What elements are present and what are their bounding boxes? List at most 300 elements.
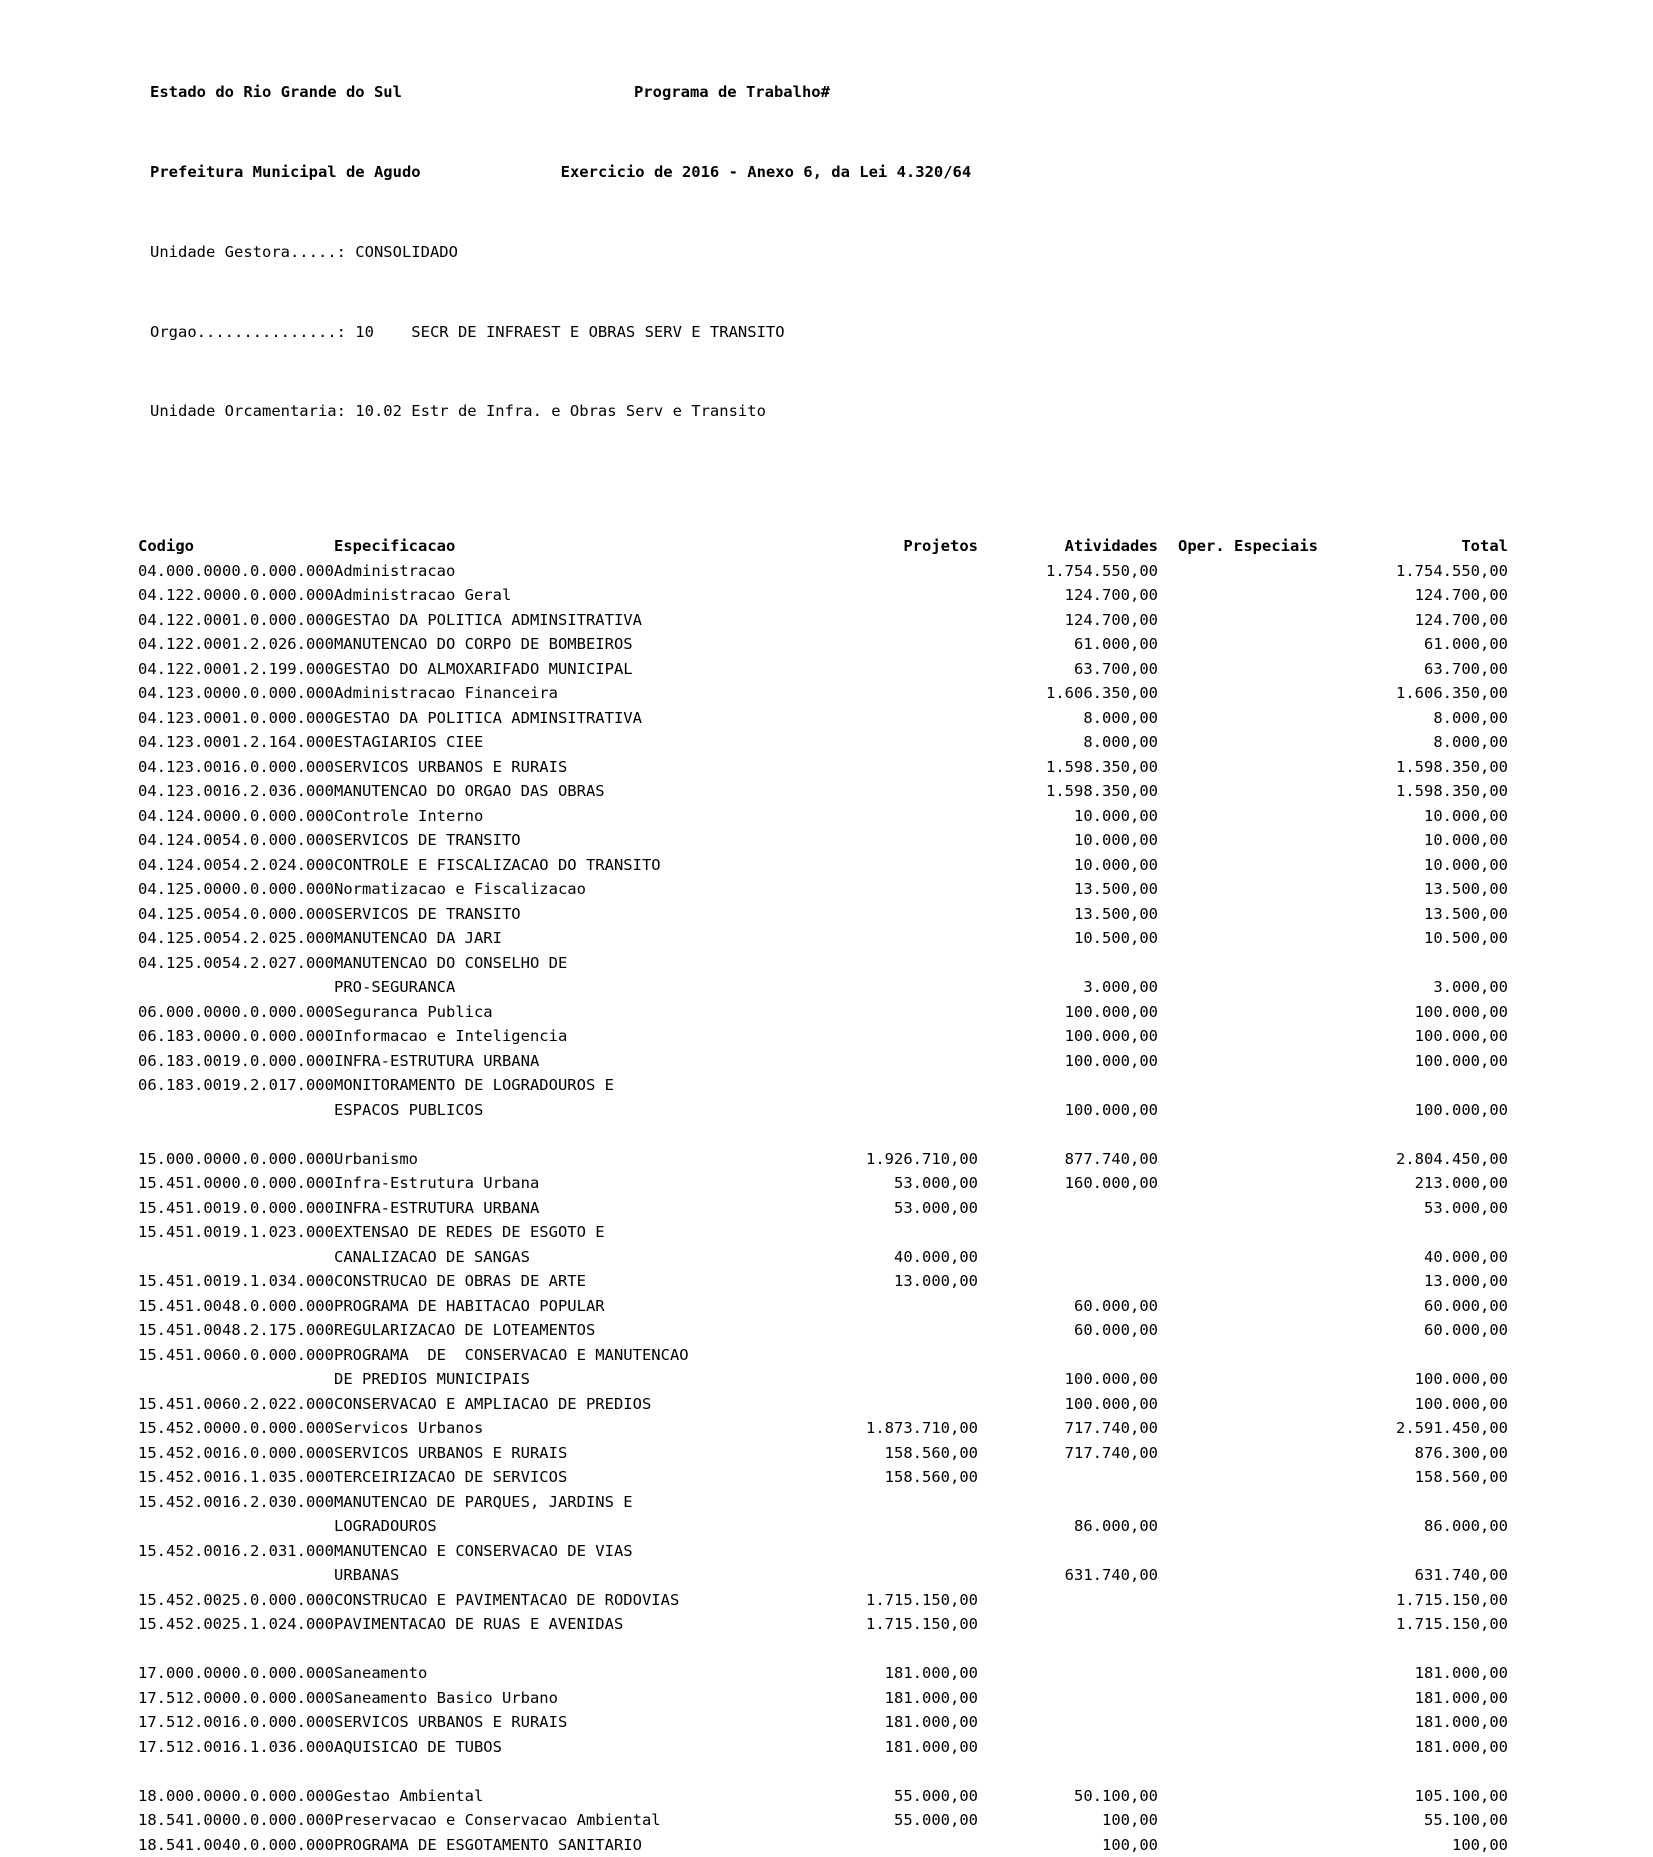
cell-especificacao-continuation: URBANAS xyxy=(334,1566,400,1585)
cell-atividades xyxy=(978,1710,1158,1735)
cell-oper-especiais xyxy=(1158,1539,1318,1564)
table-row xyxy=(138,1220,1508,1245)
table-spacer-cell xyxy=(138,1122,1508,1147)
cell-codigo: 15.451.0019.1.023.000 xyxy=(138,1223,334,1242)
cell-especificacao: Saneamento Basico Urbano xyxy=(334,1688,558,1707)
cell-especificacao: MANUTENCAO E CONSERVACAO DE VIAS xyxy=(334,1541,633,1560)
cell-codigo: 15.451.0000.0.000.000 xyxy=(138,1174,334,1193)
table-row xyxy=(138,681,1508,706)
cell-codigo-continuation xyxy=(138,1367,334,1392)
cell-codigo: 04.000.0000.0.000.000 xyxy=(138,561,334,580)
cell-total: 10.000,00 xyxy=(1424,831,1508,850)
cell-atividades: 100.000,00 xyxy=(1064,1051,1158,1070)
cell-total: 100.000,00 xyxy=(1414,1394,1508,1413)
cell-atividades: 61.000,00 xyxy=(1074,635,1158,654)
table-spacer-cell xyxy=(138,1759,1508,1784)
cell-oper-especiais xyxy=(1158,632,1318,657)
table-row xyxy=(138,1000,1508,1025)
cell-atividades: 10.000,00 xyxy=(1074,855,1158,874)
table-row xyxy=(138,706,1508,731)
cell-projetos xyxy=(734,1220,978,1245)
cell-especificacao: PROGRAMA DE CONSERVACAO E MANUTENCAO xyxy=(334,1345,689,1364)
cell-projetos xyxy=(734,632,978,657)
table-row xyxy=(138,730,1508,755)
table-row xyxy=(138,583,1508,608)
unidade-orcamentaria-line: Unidade Orcamentaria: 10.02 Estr de Infra. e Obras Serv e Transito xyxy=(150,402,766,421)
cell-projetos xyxy=(734,975,978,1000)
table-row xyxy=(138,1833,1508,1857)
cell-atividades: 100.000,00 xyxy=(1064,1100,1158,1119)
cell-codigo: 04.125.0054.2.025.000 xyxy=(138,929,334,948)
table-row xyxy=(138,1073,1508,1098)
cell-total: 181.000,00 xyxy=(1414,1664,1508,1683)
cell-atividades xyxy=(978,1539,1158,1564)
cell-total: 1.715.150,00 xyxy=(1396,1615,1508,1634)
report-header xyxy=(0,26,1653,478)
cell-codigo: 04.124.0054.0.000.000 xyxy=(138,831,334,850)
cell-oper-especiais xyxy=(1158,1024,1318,1049)
unidade-gestora-line: Unidade Gestora.....: CONSOLIDADO xyxy=(150,242,458,261)
cell-codigo: 15.451.0048.0.000.000 xyxy=(138,1296,334,1315)
cell-atividades xyxy=(978,1245,1158,1270)
cell-oper-especiais xyxy=(1158,559,1318,584)
cell-projetos: 1.873.710,00 xyxy=(866,1419,978,1438)
table-row xyxy=(138,1490,1508,1515)
cell-total: 1.598.350,00 xyxy=(1396,757,1508,776)
cell-oper-especiais xyxy=(1158,1196,1318,1221)
table-row xyxy=(138,853,1508,878)
header-title-line-1 xyxy=(150,79,1653,106)
cell-oper-especiais xyxy=(1158,877,1318,902)
cell-oper-especiais xyxy=(1158,1416,1318,1441)
cell-atividades: 10.500,00 xyxy=(1074,929,1158,948)
cell-oper-especiais xyxy=(1158,853,1318,878)
cell-codigo: 15.452.0016.1.035.000 xyxy=(138,1468,334,1487)
cell-oper-especiais xyxy=(1158,1514,1318,1539)
cell-codigo: 15.452.0025.1.024.000 xyxy=(138,1615,334,1634)
cell-projetos xyxy=(734,583,978,608)
cell-projetos: 53.000,00 xyxy=(894,1174,978,1193)
cell-total: 181.000,00 xyxy=(1414,1713,1508,1732)
cell-projetos: 55.000,00 xyxy=(894,1786,978,1805)
cell-especificacao: PROGRAMA DE HABITACAO POPULAR xyxy=(334,1296,605,1315)
cell-total: 100.000,00 xyxy=(1414,1100,1508,1119)
cell-atividades: 50.100,00 xyxy=(1074,1786,1158,1805)
table-row xyxy=(138,902,1508,927)
cell-projetos xyxy=(734,1049,978,1074)
cell-total: 40.000,00 xyxy=(1424,1247,1508,1266)
cell-especificacao: Administracao Geral xyxy=(334,586,512,605)
cell-codigo: 15.452.0025.0.000.000 xyxy=(138,1590,334,1609)
cell-projetos xyxy=(734,1367,978,1392)
cell-codigo: 15.451.0019.1.034.000 xyxy=(138,1272,334,1291)
cell-atividades: 100.000,00 xyxy=(1064,1027,1158,1046)
cell-atividades: 631.740,00 xyxy=(1064,1566,1158,1585)
cell-codigo: 18.541.0000.0.000.000 xyxy=(138,1811,334,1830)
cell-total xyxy=(1318,1490,1508,1515)
cell-especificacao-continuation: ESPACOS PUBLICOS xyxy=(334,1100,484,1119)
cell-atividades: 1.598.350,00 xyxy=(1046,757,1158,776)
cell-atividades xyxy=(978,1661,1158,1686)
cell-especificacao: MANUTENCAO DO CORPO DE BOMBEIROS xyxy=(334,635,633,654)
table-row-continuation xyxy=(138,1367,1508,1392)
cell-oper-especiais xyxy=(1158,779,1318,804)
cell-especificacao: AQUISICAO DE TUBOS xyxy=(334,1737,502,1756)
cell-total: 1.598.350,00 xyxy=(1396,782,1508,801)
cell-especificacao: MANUTENCAO DE PARQUES, JARDINS E xyxy=(334,1492,633,1511)
cell-codigo-continuation xyxy=(138,1563,334,1588)
cell-oper-especiais xyxy=(1158,1073,1318,1098)
cell-especificacao: SERVICOS URBANOS E RURAIS xyxy=(334,1443,568,1462)
cell-codigo: 04.123.0001.0.000.000 xyxy=(138,708,334,727)
cell-atividades: 60.000,00 xyxy=(1074,1321,1158,1340)
cell-atividades: 8.000,00 xyxy=(1083,708,1158,727)
cell-total: 13.000,00 xyxy=(1424,1272,1508,1291)
cell-especificacao: GESTAO DO ALMOXARIFADO MUNICIPAL xyxy=(334,659,633,678)
cell-oper-especiais xyxy=(1158,1833,1318,1857)
cell-atividades: 8.000,00 xyxy=(1083,733,1158,752)
cell-projetos: 53.000,00 xyxy=(894,1198,978,1217)
cell-projetos: 40.000,00 xyxy=(894,1247,978,1266)
cell-oper-especiais xyxy=(1158,804,1318,829)
table-row xyxy=(138,1147,1508,1172)
cell-oper-especiais xyxy=(1158,1588,1318,1613)
cell-projetos xyxy=(734,730,978,755)
cell-total: 100.000,00 xyxy=(1414,1027,1508,1046)
cell-atividades xyxy=(978,1343,1158,1368)
cell-total xyxy=(1318,1343,1508,1368)
cell-especificacao: PROGRAMA DE ESGOTAMENTO SANITARIO xyxy=(334,1835,642,1854)
cell-codigo: 17.512.0000.0.000.000 xyxy=(138,1688,334,1707)
cell-especificacao: Infra-Estrutura Urbana xyxy=(334,1174,540,1193)
cell-total: 86.000,00 xyxy=(1424,1517,1508,1536)
cell-oper-especiais xyxy=(1158,1735,1318,1760)
cell-atividades: 10.000,00 xyxy=(1074,831,1158,850)
cell-oper-especiais xyxy=(1158,1465,1318,1490)
cell-atividades: 13.500,00 xyxy=(1074,880,1158,899)
cell-oper-especiais xyxy=(1158,608,1318,633)
cell-total: 10.000,00 xyxy=(1424,806,1508,825)
table-row-continuation xyxy=(138,1245,1508,1270)
table-spacer-row xyxy=(138,1759,1508,1784)
cell-especificacao: MANUTENCAO DO ORGAO DAS OBRAS xyxy=(334,782,605,801)
header-title-line-2 xyxy=(150,159,1653,186)
cell-total: 60.000,00 xyxy=(1424,1296,1508,1315)
cell-total xyxy=(1318,1539,1508,1564)
cell-atividades: 13.500,00 xyxy=(1074,904,1158,923)
cell-projetos: 13.000,00 xyxy=(894,1272,978,1291)
table-row xyxy=(138,755,1508,780)
cell-codigo: 18.541.0040.0.000.000 xyxy=(138,1835,334,1854)
cell-especificacao: SERVICOS URBANOS E RURAIS xyxy=(334,1713,568,1732)
cell-atividades: 1.598.350,00 xyxy=(1046,782,1158,801)
cell-especificacao-continuation: DE PREDIOS MUNICIPAIS xyxy=(334,1370,530,1389)
cell-especificacao: PAVIMENTACAO DE RUAS E AVENIDAS xyxy=(334,1615,624,1634)
cell-oper-especiais xyxy=(1158,583,1318,608)
cell-oper-especiais xyxy=(1158,1661,1318,1686)
cell-projetos xyxy=(734,1073,978,1098)
cell-codigo: 04.122.0000.0.000.000 xyxy=(138,586,334,605)
column-header-oper-especiais: Oper. Especiais xyxy=(1178,537,1318,556)
cell-projetos xyxy=(734,681,978,706)
cell-oper-especiais xyxy=(1158,755,1318,780)
cell-atividades: 1.606.350,00 xyxy=(1046,684,1158,703)
cell-atividades: 100,00 xyxy=(1102,1835,1158,1854)
cell-oper-especiais xyxy=(1158,730,1318,755)
cell-atividades xyxy=(978,1465,1158,1490)
table-row xyxy=(138,1171,1508,1196)
cell-total: 631.740,00 xyxy=(1414,1566,1508,1585)
cell-codigo: 06.000.0000.0.000.000 xyxy=(138,1002,334,1021)
cell-atividades: 124.700,00 xyxy=(1064,610,1158,629)
cell-total: 181.000,00 xyxy=(1414,1688,1508,1707)
cell-projetos xyxy=(734,559,978,584)
cell-codigo: 04.123.0000.0.000.000 xyxy=(138,684,334,703)
cell-atividades xyxy=(978,1686,1158,1711)
cell-especificacao: GESTAO DA POLITICA ADMINSITRATIVA xyxy=(334,610,642,629)
cell-projetos xyxy=(734,951,978,976)
cell-especificacao: MANUTENCAO DO CONSELHO DE xyxy=(334,953,568,972)
orgao-line: Orgao...............: 10 SECR DE INFRAEST E OBRAS SERV E TRANSITO xyxy=(150,322,785,341)
cell-projetos xyxy=(734,926,978,951)
cell-projetos: 181.000,00 xyxy=(884,1713,978,1732)
cell-oper-especiais xyxy=(1158,1220,1318,1245)
cell-codigo: 17.000.0000.0.000.000 xyxy=(138,1664,334,1683)
cell-atividades: 100.000,00 xyxy=(1064,1394,1158,1413)
table-spacer-cell xyxy=(138,1637,1508,1662)
table-row xyxy=(138,1441,1508,1466)
cell-oper-especiais xyxy=(1158,1808,1318,1833)
cell-total: 55.100,00 xyxy=(1424,1811,1508,1830)
cell-atividades: 10.000,00 xyxy=(1074,806,1158,825)
cell-especificacao: CONSTRUCAO DE OBRAS DE ARTE xyxy=(334,1272,586,1291)
cell-total: 1.754.550,00 xyxy=(1396,561,1508,580)
table-row xyxy=(138,1343,1508,1368)
cell-codigo: 15.452.0000.0.000.000 xyxy=(138,1419,334,1438)
cell-total xyxy=(1318,1073,1508,1098)
cell-projetos xyxy=(734,1024,978,1049)
cell-atividades xyxy=(978,1490,1158,1515)
table-body xyxy=(138,559,1508,1857)
cell-oper-especiais xyxy=(1158,1710,1318,1735)
cell-atividades xyxy=(978,1196,1158,1221)
cell-codigo-continuation xyxy=(138,1098,334,1123)
cell-codigo: 04.124.0000.0.000.000 xyxy=(138,806,334,825)
table-row xyxy=(138,926,1508,951)
cell-atividades: 86.000,00 xyxy=(1074,1517,1158,1536)
cell-codigo: 17.512.0016.0.000.000 xyxy=(138,1713,334,1732)
cell-especificacao: EXTENSAO DE REDES DE ESGOTO E xyxy=(334,1223,605,1242)
cell-especificacao: Administracao Financeira xyxy=(334,684,558,703)
cell-oper-especiais xyxy=(1158,1612,1318,1637)
cell-oper-especiais xyxy=(1158,1367,1318,1392)
cell-especificacao: Gestao Ambiental xyxy=(334,1786,484,1805)
cell-projetos xyxy=(734,853,978,878)
cell-projetos xyxy=(734,804,978,829)
cell-oper-especiais xyxy=(1158,1294,1318,1319)
table-row xyxy=(138,779,1508,804)
cell-total: 1.715.150,00 xyxy=(1396,1590,1508,1609)
cell-atividades xyxy=(978,1220,1158,1245)
cell-especificacao: Informacao e Inteligencia xyxy=(334,1027,568,1046)
cell-codigo-continuation xyxy=(138,975,334,1000)
cell-oper-especiais xyxy=(1158,902,1318,927)
table-head xyxy=(138,534,1508,559)
cell-oper-especiais xyxy=(1158,1343,1318,1368)
table-row xyxy=(138,1049,1508,1074)
cell-total: 10.000,00 xyxy=(1424,855,1508,874)
cell-codigo-continuation xyxy=(138,1514,334,1539)
cell-total: 2.804.450,00 xyxy=(1396,1149,1508,1168)
cell-projetos: 158.560,00 xyxy=(884,1468,978,1487)
cell-codigo: 06.183.0000.0.000.000 xyxy=(138,1027,334,1046)
cell-codigo: 04.122.0001.0.000.000 xyxy=(138,610,334,629)
cell-codigo: 15.451.0060.2.022.000 xyxy=(138,1394,334,1413)
cell-total: 876.300,00 xyxy=(1414,1443,1508,1462)
report-title: Programa de Trabalho# xyxy=(633,83,830,102)
table-row xyxy=(138,1784,1508,1809)
cell-projetos xyxy=(734,1294,978,1319)
cell-oper-especiais xyxy=(1158,657,1318,682)
cell-projetos xyxy=(734,1392,978,1417)
cell-especificacao: Administracao xyxy=(334,561,456,580)
cell-oper-especiais xyxy=(1158,1318,1318,1343)
cell-especificacao: Servicos Urbanos xyxy=(334,1419,484,1438)
cell-especificacao: CONSTRUCAO E PAVIMENTACAO DE RODOVIAS xyxy=(334,1590,680,1609)
cell-total: 100.000,00 xyxy=(1414,1370,1508,1389)
cell-codigo: 15.451.0060.0.000.000 xyxy=(138,1345,334,1364)
table-row xyxy=(138,1686,1508,1711)
cell-especificacao-continuation: PRO-SEGURANCA xyxy=(334,978,456,997)
cell-codigo: 06.183.0019.2.017.000 xyxy=(138,1076,334,1095)
cell-atividades: 3.000,00 xyxy=(1083,978,1158,997)
cell-especificacao: SERVICOS DE TRANSITO xyxy=(334,904,521,923)
cell-oper-especiais xyxy=(1158,1490,1318,1515)
cell-codigo: 04.122.0001.2.026.000 xyxy=(138,635,334,654)
table-row xyxy=(138,559,1508,584)
table-spacer-row xyxy=(138,1122,1508,1147)
cell-codigo: 04.125.0000.0.000.000 xyxy=(138,880,334,899)
cell-total: 124.700,00 xyxy=(1414,586,1508,605)
cell-especificacao: MANUTENCAO DA JARI xyxy=(334,929,502,948)
cell-codigo: 04.125.0054.2.027.000 xyxy=(138,953,334,972)
cell-projetos xyxy=(734,1490,978,1515)
cell-projetos xyxy=(734,828,978,853)
cell-oper-especiais xyxy=(1158,975,1318,1000)
cell-projetos: 1.715.150,00 xyxy=(866,1615,978,1634)
cell-oper-especiais xyxy=(1158,1784,1318,1809)
cell-oper-especiais xyxy=(1158,951,1318,976)
cell-projetos xyxy=(734,1318,978,1343)
table-row xyxy=(138,1612,1508,1637)
cell-atividades: 100.000,00 xyxy=(1064,1370,1158,1389)
cell-codigo: 15.451.0048.2.175.000 xyxy=(138,1321,334,1340)
cell-oper-especiais xyxy=(1158,706,1318,731)
header-table-spacer xyxy=(0,478,1653,534)
table-spacer-row xyxy=(138,1637,1508,1662)
cell-atividades xyxy=(978,1073,1158,1098)
cell-projetos xyxy=(734,1000,978,1025)
cell-especificacao: SERVICOS URBANOS E RURAIS xyxy=(334,757,568,776)
cell-especificacao: SERVICOS DE TRANSITO xyxy=(334,831,521,850)
cell-projetos xyxy=(734,1833,978,1857)
cell-total xyxy=(1318,1220,1508,1245)
cell-especificacao-continuation: CANALIZACAO DE SANGAS xyxy=(334,1247,530,1266)
table-row xyxy=(138,1808,1508,1833)
cell-projetos xyxy=(734,779,978,804)
cell-oper-especiais xyxy=(1158,1441,1318,1466)
cell-especificacao: Saneamento xyxy=(334,1664,428,1683)
cell-codigo: 04.125.0054.0.000.000 xyxy=(138,904,334,923)
cell-oper-especiais xyxy=(1158,1392,1318,1417)
cell-total: 213.000,00 xyxy=(1414,1174,1508,1193)
table-header-row xyxy=(138,534,1508,559)
cell-oper-especiais xyxy=(1158,1049,1318,1074)
cell-atividades: 717.740,00 xyxy=(1064,1443,1158,1462)
column-header-total: Total xyxy=(1461,537,1508,556)
cell-total: 100.000,00 xyxy=(1414,1051,1508,1070)
cell-atividades: 1.754.550,00 xyxy=(1046,561,1158,580)
cell-especificacao: Urbanismo xyxy=(334,1149,418,1168)
cell-projetos xyxy=(734,877,978,902)
table-row xyxy=(138,828,1508,853)
cell-codigo: 06.183.0019.0.000.000 xyxy=(138,1051,334,1070)
table-row xyxy=(138,1024,1508,1049)
cell-codigo: 15.451.0019.0.000.000 xyxy=(138,1198,334,1217)
cell-especificacao: CONTROLE E FISCALIZACAO DO TRANSITO xyxy=(334,855,661,874)
cell-projetos: 158.560,00 xyxy=(884,1443,978,1462)
cell-projetos: 1.926.710,00 xyxy=(866,1149,978,1168)
cell-oper-especiais xyxy=(1158,1245,1318,1270)
table-row xyxy=(138,1196,1508,1221)
cell-atividades: 717.740,00 xyxy=(1064,1419,1158,1438)
table-row xyxy=(138,1416,1508,1441)
cell-total: 2.591.450,00 xyxy=(1396,1419,1508,1438)
cell-codigo: 04.123.0016.2.036.000 xyxy=(138,782,334,801)
cell-codigo: 04.122.0001.2.199.000 xyxy=(138,659,334,678)
cell-especificacao: ESTAGIARIOS CIEE xyxy=(334,733,484,752)
cell-atividades xyxy=(978,1735,1158,1760)
cell-projetos xyxy=(734,902,978,927)
table-row xyxy=(138,1465,1508,1490)
cell-projetos: 55.000,00 xyxy=(894,1811,978,1830)
cell-atividades xyxy=(978,1612,1158,1637)
cell-total: 13.500,00 xyxy=(1424,880,1508,899)
cell-projetos xyxy=(734,608,978,633)
cell-oper-especiais xyxy=(1158,926,1318,951)
column-header-especificacao: Especificacao xyxy=(334,537,456,556)
table-row xyxy=(138,657,1508,682)
report-subtitle: Exercicio de 2016 - Anexo 6, da Lei 4.320/64 xyxy=(560,162,972,181)
cell-oper-especiais xyxy=(1158,1563,1318,1588)
cell-total: 100.000,00 xyxy=(1414,1002,1508,1021)
cell-especificacao: Seguranca Publica xyxy=(334,1002,493,1021)
cell-oper-especiais xyxy=(1158,681,1318,706)
cell-codigo: 15.452.0016.2.030.000 xyxy=(138,1492,334,1511)
cell-total: 53.000,00 xyxy=(1424,1198,1508,1217)
cell-oper-especiais xyxy=(1158,1686,1318,1711)
cell-especificacao: Controle Interno xyxy=(334,806,484,825)
cell-projetos xyxy=(734,1343,978,1368)
cell-projetos xyxy=(734,1539,978,1564)
cell-total: 8.000,00 xyxy=(1433,708,1508,727)
cell-projetos: 181.000,00 xyxy=(884,1664,978,1683)
cell-especificacao: GESTAO DA POLITICA ADMINSITRATIVA xyxy=(334,708,642,727)
cell-total: 158.560,00 xyxy=(1414,1468,1508,1487)
cell-especificacao: Preservacao e Conservacao Ambiental xyxy=(334,1811,661,1830)
cell-total: 3.000,00 xyxy=(1433,978,1508,997)
table-row xyxy=(138,608,1508,633)
